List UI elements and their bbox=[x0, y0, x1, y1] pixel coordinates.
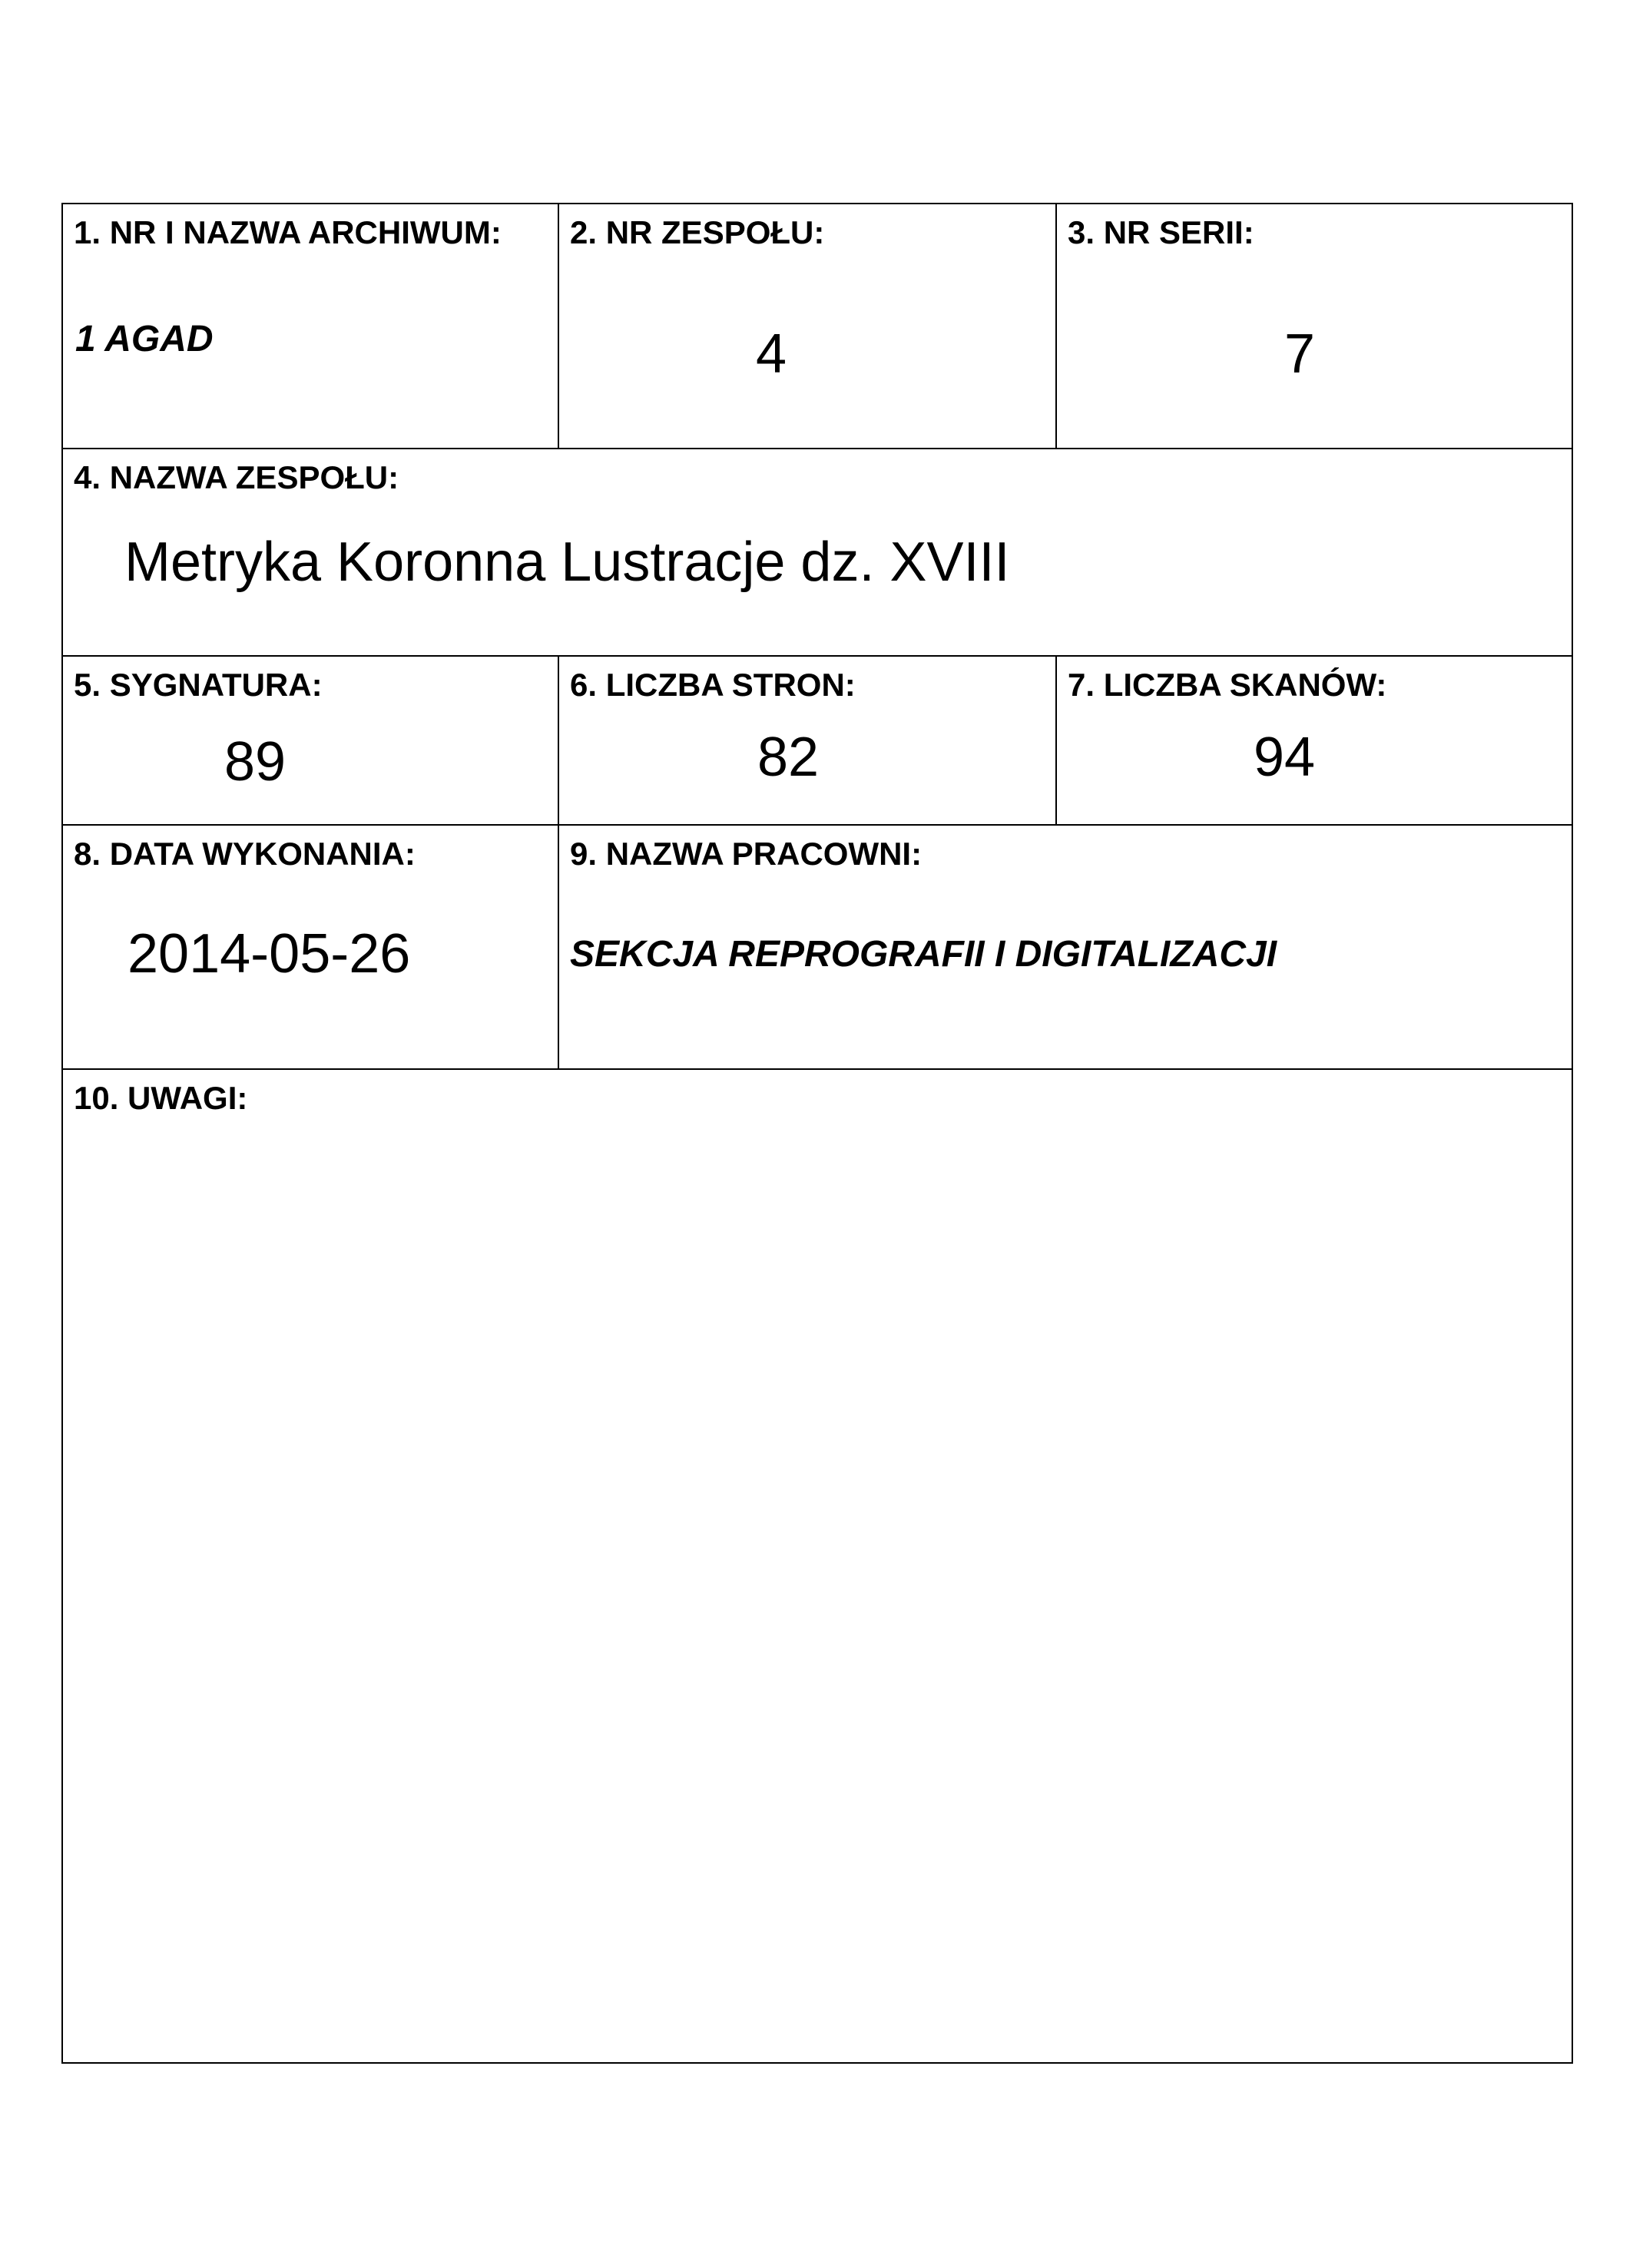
page-count-cell bbox=[558, 655, 1057, 826]
date-label: 8. DATA WYKONANIA: bbox=[74, 836, 416, 872]
scan-count-label: 7. LICZBA SKANÓW: bbox=[1068, 667, 1387, 703]
page-count-label: 6. LICZBA STRON: bbox=[570, 667, 856, 703]
date-value: 2014-05-26 bbox=[128, 923, 411, 985]
workshop-value: SEKCJA REPROGRAFII I DIGITALIZACJI bbox=[570, 934, 1277, 975]
scan-count-value: 94 bbox=[1254, 727, 1316, 788]
fonds-number-label: 2. NR ZESPOŁU: bbox=[570, 214, 825, 250]
archive-cell bbox=[61, 203, 559, 449]
fonds-name-value: Metryka Koronna Lustracje dz. XVIII bbox=[124, 531, 1010, 593]
fonds-name-cell bbox=[61, 448, 1573, 657]
page-count-value: 82 bbox=[757, 727, 820, 788]
fonds-number-value: 4 bbox=[756, 323, 787, 385]
remarks-label: 10. UWAGI: bbox=[74, 1080, 248, 1116]
series-number-label: 3. NR SERII: bbox=[1068, 214, 1254, 250]
archive-label: 1. NR I NAZWA ARCHIWUM: bbox=[74, 214, 502, 250]
workshop-cell bbox=[558, 824, 1573, 1070]
series-number-value: 7 bbox=[1284, 323, 1316, 385]
fonds-number-cell bbox=[558, 203, 1057, 449]
series-number-cell bbox=[1055, 203, 1573, 449]
signature-label: 5. SYGNATURA: bbox=[74, 667, 323, 703]
workshop-label: 9. NAZWA PRACOWNI: bbox=[570, 836, 922, 872]
signature-cell bbox=[61, 655, 559, 826]
date-cell bbox=[61, 824, 559, 1070]
scan-count-cell bbox=[1055, 655, 1573, 826]
archive-value: 1 AGAD bbox=[75, 319, 214, 359]
remarks-cell bbox=[61, 1068, 1573, 2064]
fonds-name-label: 4. NAZWA ZESPOŁU: bbox=[74, 459, 399, 495]
signature-value: 89 bbox=[224, 731, 287, 793]
